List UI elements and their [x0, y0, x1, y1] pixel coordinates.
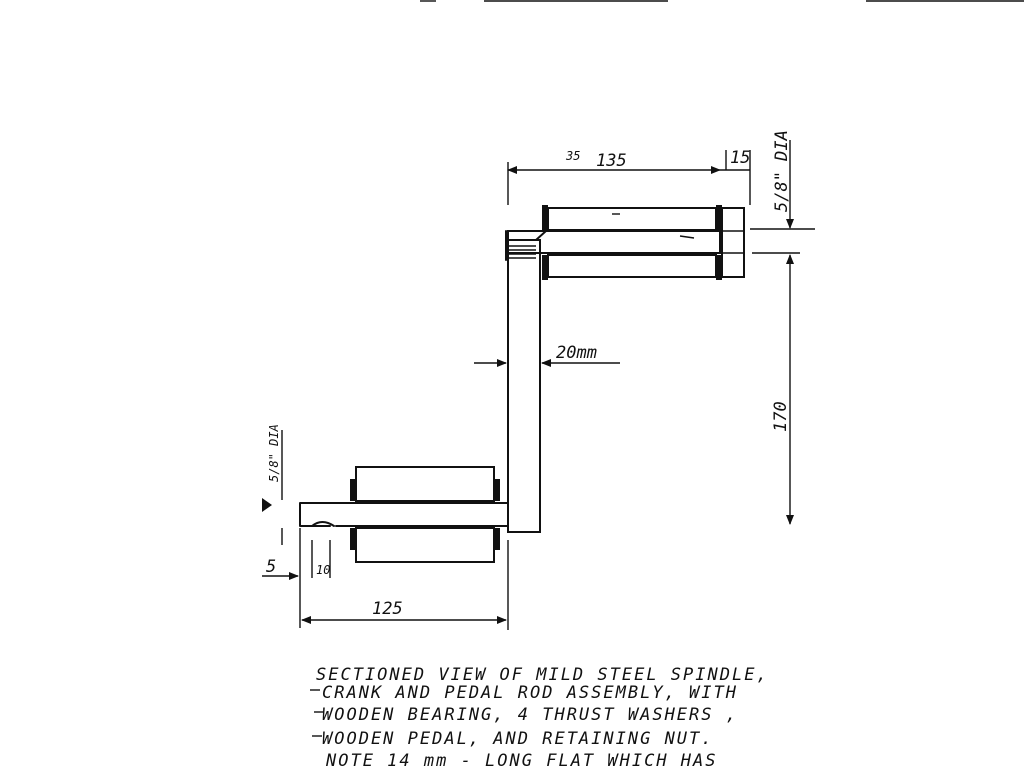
dim-crank-length — [771, 255, 791, 524]
dim-label-rod-dia: 5/8" DIA — [772, 130, 792, 212]
dim-label-125: 125 — [372, 599, 403, 619]
dim-label-10: 10 — [316, 563, 331, 577]
wooden-pedal-top — [548, 208, 716, 230]
spindle-rod — [300, 503, 508, 526]
wooden-bearing-bottom — [356, 528, 494, 562]
thrust-washer — [494, 479, 500, 501]
caption-line-4: WOODEN PEDAL, AND RETAINING NUT. — [322, 729, 714, 749]
dim-label-170: 170 — [771, 401, 791, 432]
dim-label-spindle-dia: 5/8" DIA — [267, 424, 281, 482]
crank — [508, 240, 540, 532]
caption-line-5: NOTE 14 mm - LONG FLAT WHICH HAS — [326, 751, 718, 768]
dim-label-15: 15 — [730, 148, 751, 168]
thrust-washer — [350, 528, 356, 550]
dim-spindle-end — [262, 528, 330, 628]
dim-pedal-rod-length — [508, 149, 720, 205]
thrust-washer — [494, 528, 500, 550]
dim-spindle-dia — [262, 424, 282, 545]
caption-line-3: WOODEN BEARING, 4 THRUST WASHERS , — [322, 705, 738, 725]
dim-label-135: 135 — [596, 151, 627, 171]
thrust-washer — [542, 255, 548, 280]
dim-faint-mark: 35 — [566, 149, 581, 163]
thrust-washer — [542, 205, 548, 230]
dim-nut-width — [720, 148, 750, 205]
dim-crank-width — [474, 343, 620, 363]
dim-label-20mm: 20mm — [556, 343, 597, 363]
caption-line-1: SECTIONED VIEW OF MILD STEEL SPINDLE, — [316, 665, 769, 685]
pedal-assembly — [506, 205, 744, 280]
thrust-washer — [350, 479, 356, 501]
dim-spindle-length — [302, 540, 508, 630]
dim-rod-dia — [750, 130, 815, 253]
dim-label-5: 5 — [266, 557, 277, 577]
wooden-pedal-bottom — [548, 255, 716, 277]
caption — [310, 665, 769, 768]
wooden-bearing-top — [356, 467, 494, 501]
spindle-assembly — [300, 467, 508, 562]
retaining-nut — [722, 208, 744, 277]
caption-line-2: CRANK AND PEDAL ROD ASSEMBLY, WITH — [322, 683, 738, 703]
